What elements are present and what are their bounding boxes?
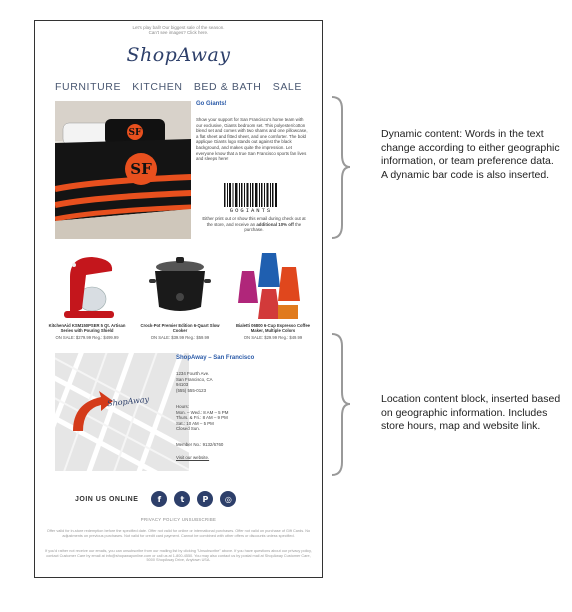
preheader-line-1: Let's play ball! Our biggest sale of the season. bbox=[132, 25, 225, 30]
footer-links[interactable]: PRIVACY POLICY UNSUBSCRIBE bbox=[140, 517, 217, 522]
barcode-text: GOGIANTS bbox=[229, 207, 273, 214]
address-line: 94103 bbox=[176, 382, 189, 388]
product-price: ON SALE: $39.99 Reg.: $59.99 bbox=[150, 335, 210, 340]
product-name: Crock-Pot Premier Edition 6-Quart Slow Cooker bbox=[140, 323, 220, 333]
preheader-line-2[interactable]: Can't see images? Click here. bbox=[148, 30, 209, 35]
hours-line: Sat.: 10 AM – 5 PM bbox=[176, 420, 214, 426]
hero-body: Show your support for San Francisco's home team with our exclusive, Giants bedroom set. This polyester/cotton blend set and comes with two shams and one pillowcase, a flat sheet and fitted sheet, and one comforter. The bold applique Giants logo stands out against the black background, and makes quite the impression. Let everyone know that a true San Francisco sports fan lives and sleeps here! bbox=[196, 117, 308, 162]
nav-sale[interactable]: SALE bbox=[272, 81, 302, 93]
nav-kitchen[interactable]: KITCHEN bbox=[132, 81, 183, 93]
hours-label: Hours: bbox=[176, 404, 189, 409]
product-name: KitchenAid KSM150PSER 5 Qt. Artisan Series with Pouring Shield bbox=[48, 323, 126, 333]
bed-illustration bbox=[55, 101, 191, 239]
slow-cooker-image bbox=[145, 249, 215, 321]
map-illustration bbox=[55, 353, 189, 471]
product-name: Bialetti 06800 6-Cup Espresso Coffee Maker, Multiple Colors bbox=[235, 323, 310, 333]
dynamic-barcode bbox=[224, 183, 278, 207]
email-preview bbox=[34, 20, 323, 578]
svg-text:SF: SF bbox=[128, 128, 142, 138]
product-card[interactable] bbox=[229, 249, 317, 340]
nav-bar bbox=[55, 81, 302, 93]
instagram-icon[interactable]: ◎ bbox=[220, 491, 236, 507]
pinterest-icon[interactable]: P bbox=[197, 491, 213, 507]
hero-title: Go Giants! bbox=[196, 101, 227, 107]
shopaway-logo[interactable]: ShopAway bbox=[126, 44, 231, 66]
facebook-icon[interactable]: f bbox=[151, 491, 167, 507]
brace-dynamic-content bbox=[330, 95, 352, 240]
social-label: JOIN US ONLINE bbox=[75, 495, 139, 503]
fine-print-offer: Offer valid for in-store redemption before the specified date. Offer not valid for online or international purchases. Offer not valid on purchase of Gift Cards. No adjustments on previous purchases. Not valid for credit card payment. Cannot be combined with other offers or discounts unless specified. bbox=[46, 529, 311, 538]
giants-bedroom-image[interactable] bbox=[55, 101, 191, 239]
store-hours bbox=[176, 404, 228, 432]
hours-line: Mon. – Wed.: 8 AM – 5 PM bbox=[176, 409, 229, 415]
hours-line: Thurs. & Fri.: 8 AM – 9 PM bbox=[176, 415, 228, 421]
hours-line: Closed Sun. bbox=[176, 426, 200, 432]
phone-number: (555) 555-0123 bbox=[176, 387, 207, 393]
svg-text:SF: SF bbox=[130, 160, 152, 178]
product-price: ON SALE: $279.99 Reg.: $499.99 bbox=[55, 335, 119, 340]
annotation-dynamic-content: Dynamic content: Words in the text change according to either geographic information, or team preference data. A dynamic bar code is also inserted. bbox=[381, 128, 560, 181]
product-card[interactable] bbox=[43, 249, 131, 340]
nav-bed-bath[interactable]: BED & BATH bbox=[193, 81, 262, 93]
twitter-icon[interactable]: t bbox=[174, 491, 190, 507]
address-line: 1234 Fourth Ave. bbox=[176, 371, 210, 376]
store-map[interactable] bbox=[55, 353, 189, 471]
store-address bbox=[176, 371, 213, 393]
website-link[interactable]: Visit our website. bbox=[176, 455, 210, 460]
hero-offer: Either print out or show this email during check out at the store, and receive an additional 10% off the purchase. bbox=[202, 216, 306, 233]
product-row bbox=[43, 249, 314, 349]
nav-furniture[interactable]: FURNITURE bbox=[55, 81, 122, 93]
map-logo: ShopAway bbox=[106, 394, 150, 409]
location-title: ShopAway – San Francisco bbox=[176, 355, 255, 361]
stand-mixer-image bbox=[52, 249, 122, 321]
brace-location-content bbox=[330, 332, 352, 477]
espresso-maker-image bbox=[238, 249, 308, 321]
product-card[interactable] bbox=[136, 249, 224, 340]
social-bar bbox=[75, 491, 236, 507]
annotation-location-content: Location content block, inserted based on geographic information. Includes store hours, map and website link. bbox=[381, 393, 561, 432]
address-line: San Francisco, CA bbox=[176, 376, 213, 382]
product-price: ON SALE: $29.99 Reg.: $49.99 bbox=[243, 335, 303, 340]
offer-highlight: additional 10% off bbox=[256, 221, 294, 227]
fine-print-unsubscribe: If you'd rather not receive our emails, you can unsubscribe from our mailing list by clicking "Unsubscribe" above. If you have questions about our privacy policy, contact Customer Care by email at info@shopawayonline.com or call us at 1-800-4550. You may also contact us by postal mail at ShopAway Customer Care, 5000 ShopAway Drive, Anytown USA. bbox=[45, 549, 312, 563]
member-number: Member No.: 9132/6760 bbox=[176, 442, 224, 447]
